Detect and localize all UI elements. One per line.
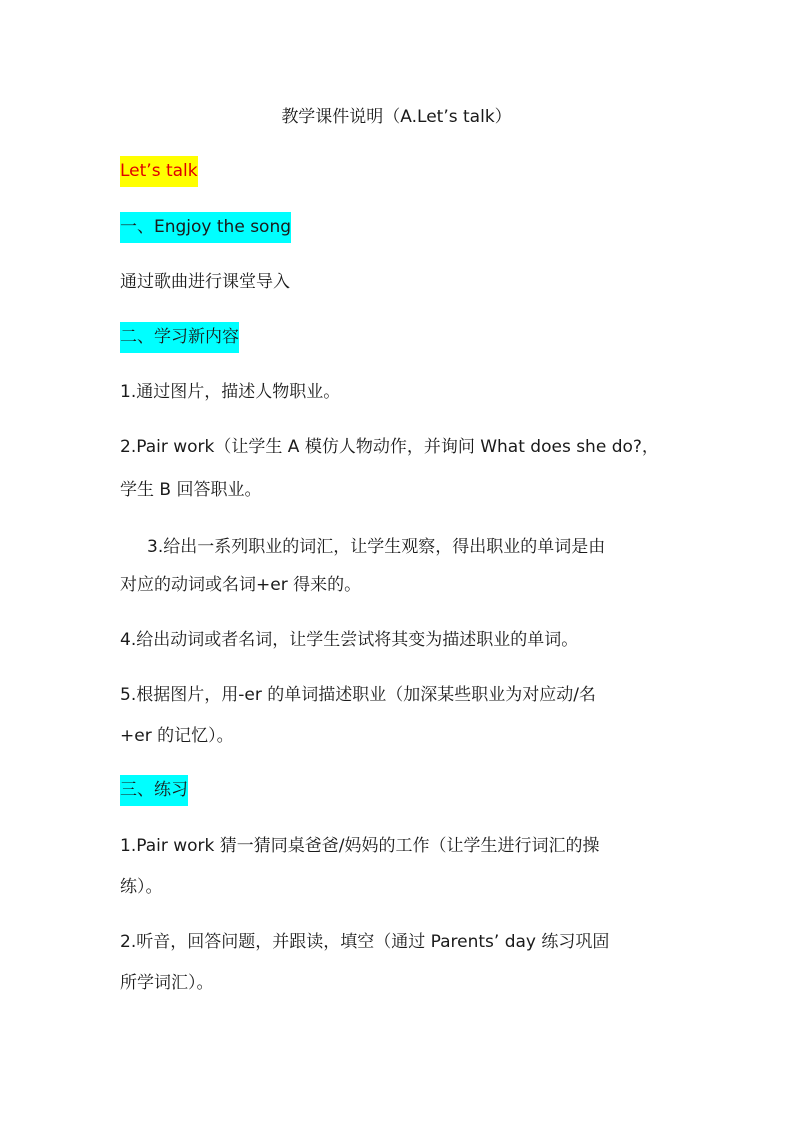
- part3-item-1-line-2-text: 练）。: [120, 877, 163, 897]
- part2-item-1-text: 1.通过图片，描述人物职业。: [120, 382, 341, 402]
- part1-text-content: 通过歌曲进行课堂导入: [120, 272, 290, 292]
- part2-item-5-line-1-text: 5.根据图片，用-er 的单词描述职业（加深某些职业为对应动/名: [120, 685, 596, 705]
- part3-item-2-line-2-text: 所学词汇）。: [120, 973, 214, 993]
- part2-item-2-line-2: [120, 479, 261, 501]
- document-title: [0, 106, 793, 128]
- part2-item-4: [120, 629, 578, 651]
- part2-item-2-line-2-text: 学生 B 回答职业。: [120, 480, 262, 500]
- part2-item-5-line-2: [120, 725, 234, 747]
- document-title-text: 教学课件说明（A.Let’s talk）: [281, 107, 512, 127]
- part2-item-3-line-2-text: 对应的动词或名词+er 得来的。: [120, 575, 362, 595]
- part3-heading: [120, 779, 188, 801]
- part2-item-5-line-2-text: +er 的记忆）。: [120, 726, 234, 746]
- part2-item-3-line-1: [147, 536, 605, 558]
- part2-item-3-line-2: [120, 574, 361, 596]
- part3-heading-text: 三、练习: [120, 775, 188, 806]
- part3-item-1-line-2: [120, 876, 163, 898]
- part1-heading: [120, 216, 291, 238]
- part2-item-2-line-1-text: 2.Pair work（让学生 A 模仿人物动作，并询问 What does she do?，: [120, 437, 659, 457]
- part3-item-1-line-1: [120, 835, 600, 857]
- part2-item-2-line-1: [120, 436, 659, 458]
- section-label-text: Let’s talk: [120, 156, 198, 187]
- part1-text: [120, 271, 290, 293]
- part2-item-3-line-1-text: 3.给出一系列职业的词汇，让学生观察，得出职业的单词是由: [147, 537, 606, 557]
- part2-item-4-text: 4.给出动词或者名词，让学生尝试将其变为描述职业的单词。: [120, 630, 579, 650]
- part1-heading-text: 一、Engjoy the song: [120, 212, 291, 243]
- part2-heading-text: 二、学习新内容: [120, 322, 239, 353]
- part2-item-5-line-1: [120, 684, 596, 706]
- section-label: [120, 160, 198, 182]
- part3-item-1-line-1-text: 1.Pair work 猜一猜同桌爸爸/妈妈的工作（让学生进行词汇的操: [120, 836, 600, 856]
- part2-item-1: [120, 381, 340, 403]
- part3-item-2-line-1-text: 2.听音，回答问题，并跟读，填空（通过 Parents’ day 练习巩固: [120, 932, 610, 952]
- part3-item-2-line-1: [120, 931, 609, 953]
- part2-heading: [120, 326, 239, 348]
- part3-item-2-line-2: [120, 972, 214, 994]
